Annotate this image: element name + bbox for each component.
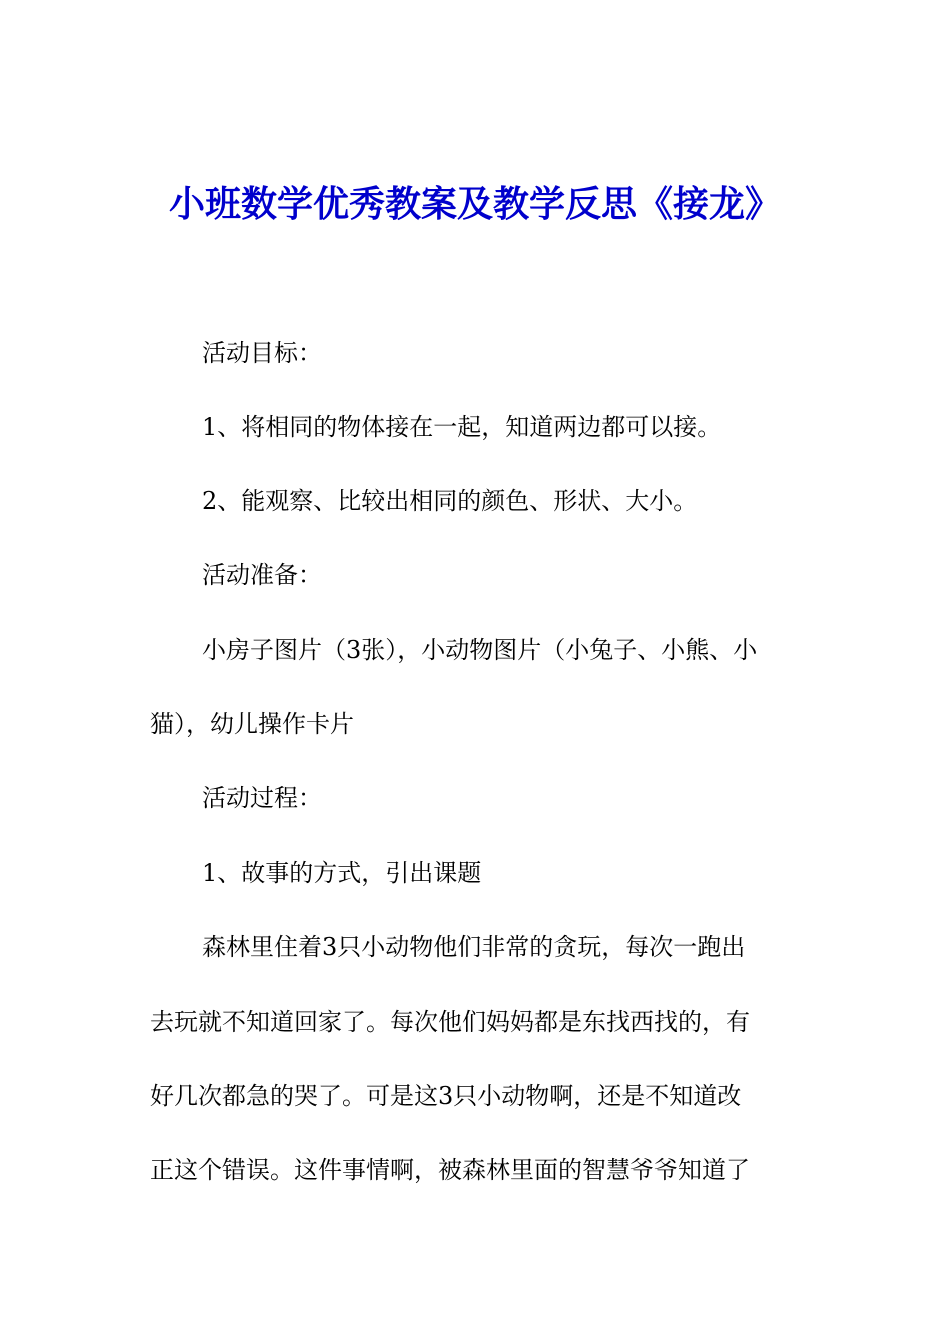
story-paragraph-line-2: 去玩就不知道回家了。每次他们妈妈都是东找西找的，有 xyxy=(150,1008,750,1036)
section-heading-preparation: 活动准备： xyxy=(202,561,322,589)
section-heading-process: 活动过程： xyxy=(202,784,322,812)
section-heading-goals: 活动目标： xyxy=(202,339,322,367)
preparation-text-line-2: 猫），幼儿操作卡片 xyxy=(150,710,354,738)
story-paragraph-line-1: 森林里住着3只小动物他们非常的贪玩，每次一跑出 xyxy=(202,933,746,961)
story-paragraph-line-4: 正这个错误。这件事情啊，被森林里面的智慧爷爷知道了 xyxy=(150,1156,750,1184)
goal-item-1: 1、将相同的物体接在一起，知道两边都可以接。 xyxy=(202,413,722,441)
preparation-text-line-1: 小房子图片（3张），小动物图片（小兔子、小熊、小 xyxy=(202,636,758,664)
goal-item-2: 2、能观察、比较出相同的颜色、形状、大小。 xyxy=(202,487,698,515)
story-paragraph-line-3: 好几次都急的哭了。可是这3只小动物啊，还是不知道改 xyxy=(150,1082,742,1110)
page-title: 小班数学优秀教案及教学反思《接龙》 xyxy=(168,183,781,225)
process-step-1: 1、故事的方式，引出课题 xyxy=(202,859,482,887)
